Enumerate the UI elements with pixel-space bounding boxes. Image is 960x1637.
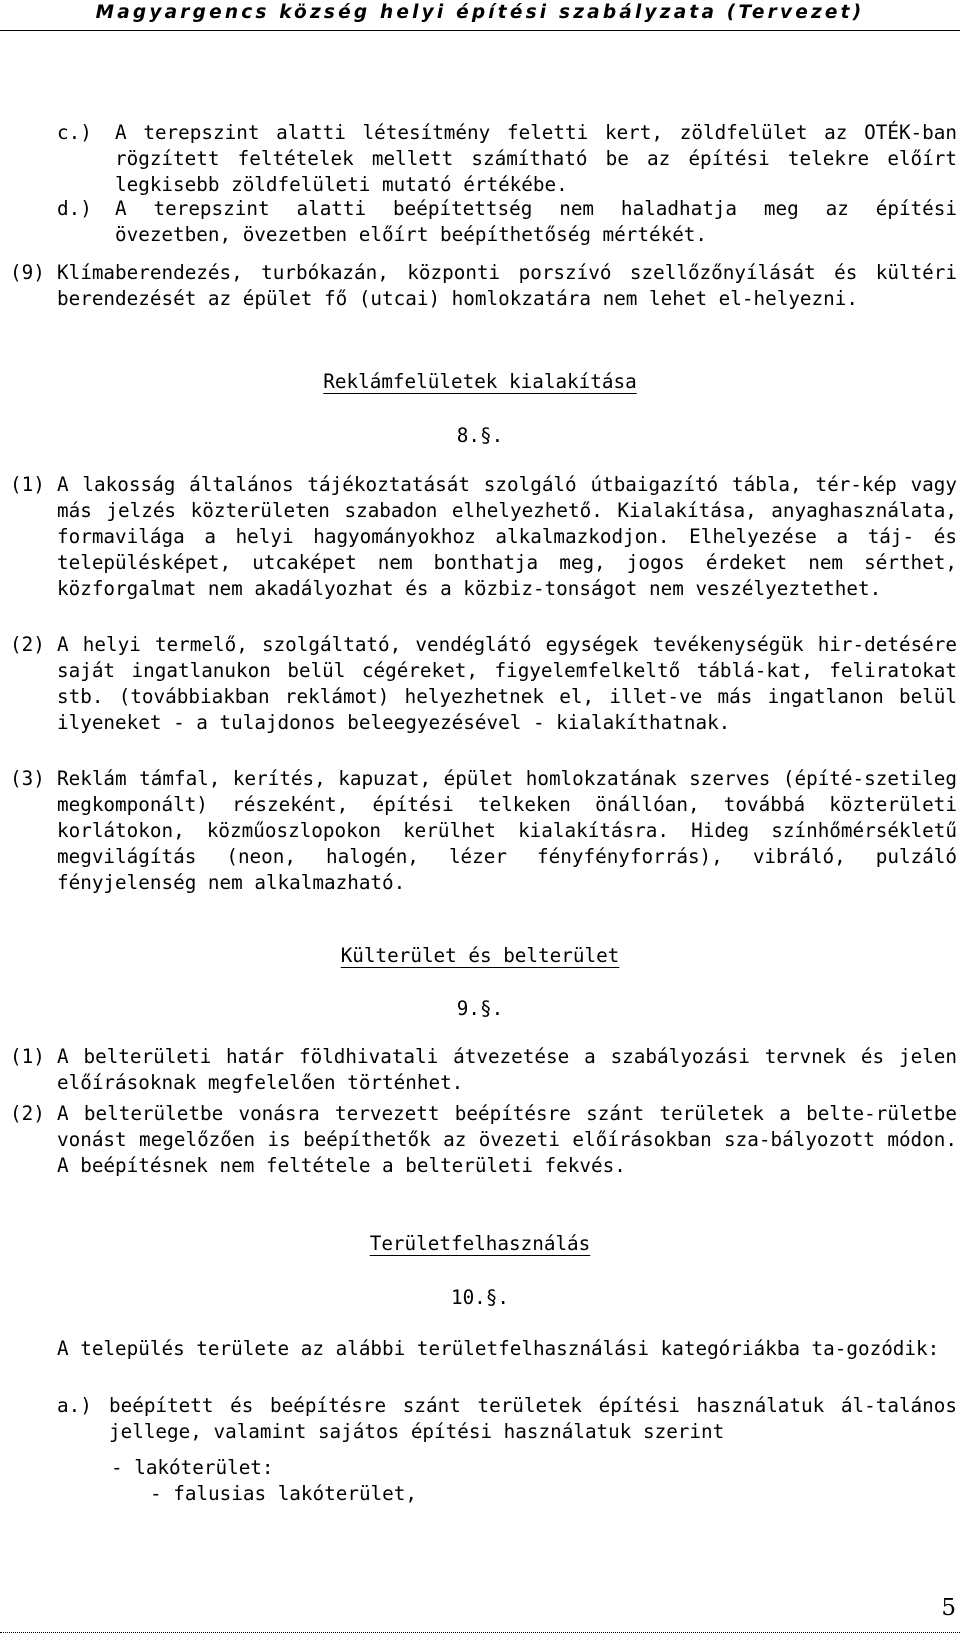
page-number: 5	[941, 1595, 956, 1621]
section-number: 9.§.	[456, 997, 504, 1020]
paragraph-number: (9)	[10, 261, 45, 284]
item-number: c.)	[57, 121, 92, 144]
paragraph-number: (1)	[10, 473, 45, 496]
paragraph-number: (2)	[10, 1102, 45, 1125]
footer-rule	[0, 1632, 960, 1633]
item-number: d.)	[57, 197, 92, 220]
paragraph-text: A helyi termelő, szolgáltató, vendéglátó egységek tevékenységük hir-detésére saját ingatlanukon belül cégéreket, figyelemfelkeltő táblá-kat, feliratokat stb. (továbbiakban reklámot) helyezhetnek el, illet-ve más ingatlanon belül ilyeneket - a tulajdonos beleegyezésével - kialakíthatnak.	[57, 633, 957, 734]
paragraph-9-1	[10, 1044, 957, 1096]
section-number: 8.§.	[456, 424, 504, 447]
paragraph-text: A belterületbe vonásra tervezett beépítésre szánt területek a belte-rületbe vonást megelőzően is beépíthetők az övezeti előírásokban sza-bályozott módon. A beépítésnek nem feltétele a belterületi fekvés.	[57, 1102, 957, 1177]
list-item-c	[57, 120, 957, 198]
item-text: beépített és beépítésre szánt területek építési használatuk ál-talános jellege, valamint sajátos építési használatuk szerint	[109, 1394, 957, 1443]
paragraph-9	[10, 260, 957, 312]
item-number: a.)	[57, 1394, 92, 1417]
paragraph-text: A belterületi határ földhivatali átvezetése a szabályozási tervnek és jelen előírásoknak megfelelően történhet.	[57, 1045, 957, 1094]
paragraph-10-intro: A település területe az alábbi területfelhasználási kategóriákba ta-gozódik:	[57, 1337, 940, 1360]
document-title: Magyargencs község helyi építési szabályzata (Tervezet)	[95, 2, 865, 23]
item-text: A terepszint alatti beépítettség nem haladhatja meg az építési övezetben, övezetben előírt beépíthetőség mértékét.	[115, 197, 957, 246]
dash-subitem: - falusias lakóterület,	[150, 1482, 417, 1505]
paragraph-number: (1)	[10, 1045, 45, 1068]
list-item-a	[57, 1393, 957, 1445]
paragraph-number: (2)	[10, 633, 45, 656]
paragraph-text: A lakosság általános tájékoztatását szolgáló útbaigazító tábla, tér-kép vagy más jelzés közterületen szabadon elhelyezhető. Kialakítása, anyaghasználata, formavilága a helyi hagyományokhoz alkalmazkodjon. Elhelyezése a táj- és településképet, utcaképet nem bonthatja meg, jogos érdeket nem sérthet, közforgalmat nem akadályozhat és a közbiz-tonságot nem veszélyeztethet.	[57, 473, 957, 600]
paragraph-number: (3)	[10, 767, 45, 790]
paragraph-8-1	[10, 472, 957, 602]
paragraph-8-2	[10, 632, 957, 736]
paragraph-8-3	[10, 766, 957, 896]
section-heading: Külterület és belterület	[340, 944, 620, 967]
paragraph-9-2	[10, 1101, 957, 1179]
paragraph-text: Klímaberendezés, turbókazán, központi porszívó szellőzőnyílását és kültéri berendezését az épület fő (utcai) homlokzatára nem lehet el-helyezni.	[57, 261, 957, 310]
list-item-d	[57, 196, 957, 248]
paragraph-text: Reklám támfal, kerítés, kapuzat, épület homlokzatának szerves (építé-szetileg megkomponált) részeként, építési telkeken önállóan, továbbá közterületi korlátokon, közműoszlopokon kerülhet kialakításra. Hideg színhőmérsékletű megvilágítás (neon, halogén, lézer fényfényforrás), vibráló, pulzáló fényjelenség nem alkalmazható.	[57, 767, 957, 894]
section-heading: Területfelhasználás	[369, 1232, 591, 1255]
item-text: A terepszint alatti létesítmény feletti kert, zöldfelület az OTÉK-ban rögzített feltételek mellett számítható be az építési telekre előírt legkisebb zöldfelületi mutató értékébe.	[115, 121, 957, 196]
section-heading: Reklámfelületek kialakítása	[323, 370, 637, 393]
dash-item: - lakóterület:	[111, 1456, 274, 1479]
section-number: 10.§.	[450, 1286, 510, 1309]
